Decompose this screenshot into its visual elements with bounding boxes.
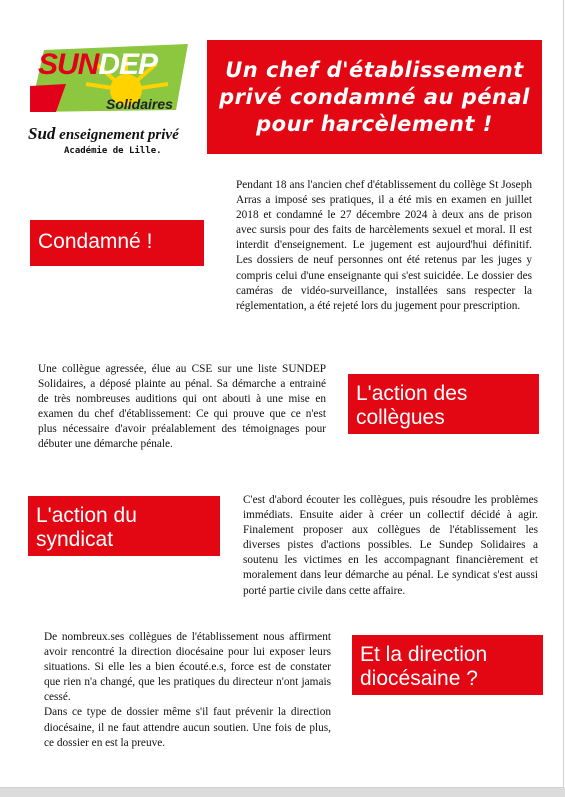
page-title: Un chef d'établissement privé condamné au pénal pour harcèlement ! (219, 57, 530, 136)
section-label-direction-diocesaine: Et la direction diocésaine ? (352, 635, 543, 695)
logo-academie: Académie de Lille. (64, 146, 162, 156)
logo-solidaires: Solidaires (106, 96, 173, 112)
section-text-condamne: Pendant 18 ans l'ancien chef d'établissement du collège St Joseph Arras a imposé ses pratiques, il a été mis en examen en juillet 2018 et condamné le 27 décembre 2024 à deux ans de prison avec sursis pour des faits de harcèlements sexuel et moral. Il est interdit d'enseignement. Le jugement est aujourd'hui définitif. Les dossiers de neuf personnes ont été retenus par les juges y compris celui d'une enseignante qui s'est suicidée. Le dossier des caméras de vidéo-surveillance, installées sans respecter la réglementation, a été rejeté lors du jugement pour prescription. (236, 179, 532, 312)
logo-wordmark: SUNDEP (38, 48, 158, 81)
bottom-strip (0, 788, 565, 797)
section-text-action-collegues: Une collègue agressée, élue au CSE sur une liste SUNDEP Solidaires, a déposé plainte au pénal. Sa démarche a entrainé de très nombreuses auditions qui ont abouti à une mise en examen du chef d'établissement: Ce qui prouve que ce n'est plus nécessaire d'avoir préalablement des témoignages pour débuter une démarche pénale. (38, 363, 326, 451)
sundep-logo (26, 40, 196, 165)
section-text-direction-diocesaine: De nombreux.ses collègues de l'établissement nous affirment avoir rencontré la direction diocésaine pour lui exposer leurs situations. Si elle les a bien écouté.e.s, force est de constater que rien n'a changé, que les pratiques du directeur n'ont jamais cessé. Dans ce type de dossier même s'il faut prévenir la direction diocésaine, il ne faut attendre aucun soutien. Une fois de plus, ce dossier en est la preuve. (44, 631, 331, 749)
section-label-action-collegues: L'action des collègues (348, 374, 539, 434)
section-text-action-syndicat: C'est d'abord écouter les collègues, puis résoudre les problèmes immédiats. Ensuite aider à créer un collectif décidé à agir. Finalement proposer aux collègues de l'établissement les diverses pistes d'actions possibles. Le Sundep Solidaires a soutenu les victimes en les accompagnant financièrement et moralement dans leur démarche au pénal. Le syndicat s'est aussi porté partie civile dans cette affaire. (243, 494, 538, 597)
title-box (207, 40, 542, 154)
section-label-action-syndicat: L'action du syndicat (28, 496, 220, 556)
logo-subtitle: Sud enseignement privé (28, 124, 179, 143)
section-label-condamne: Condamné ! (30, 220, 204, 266)
